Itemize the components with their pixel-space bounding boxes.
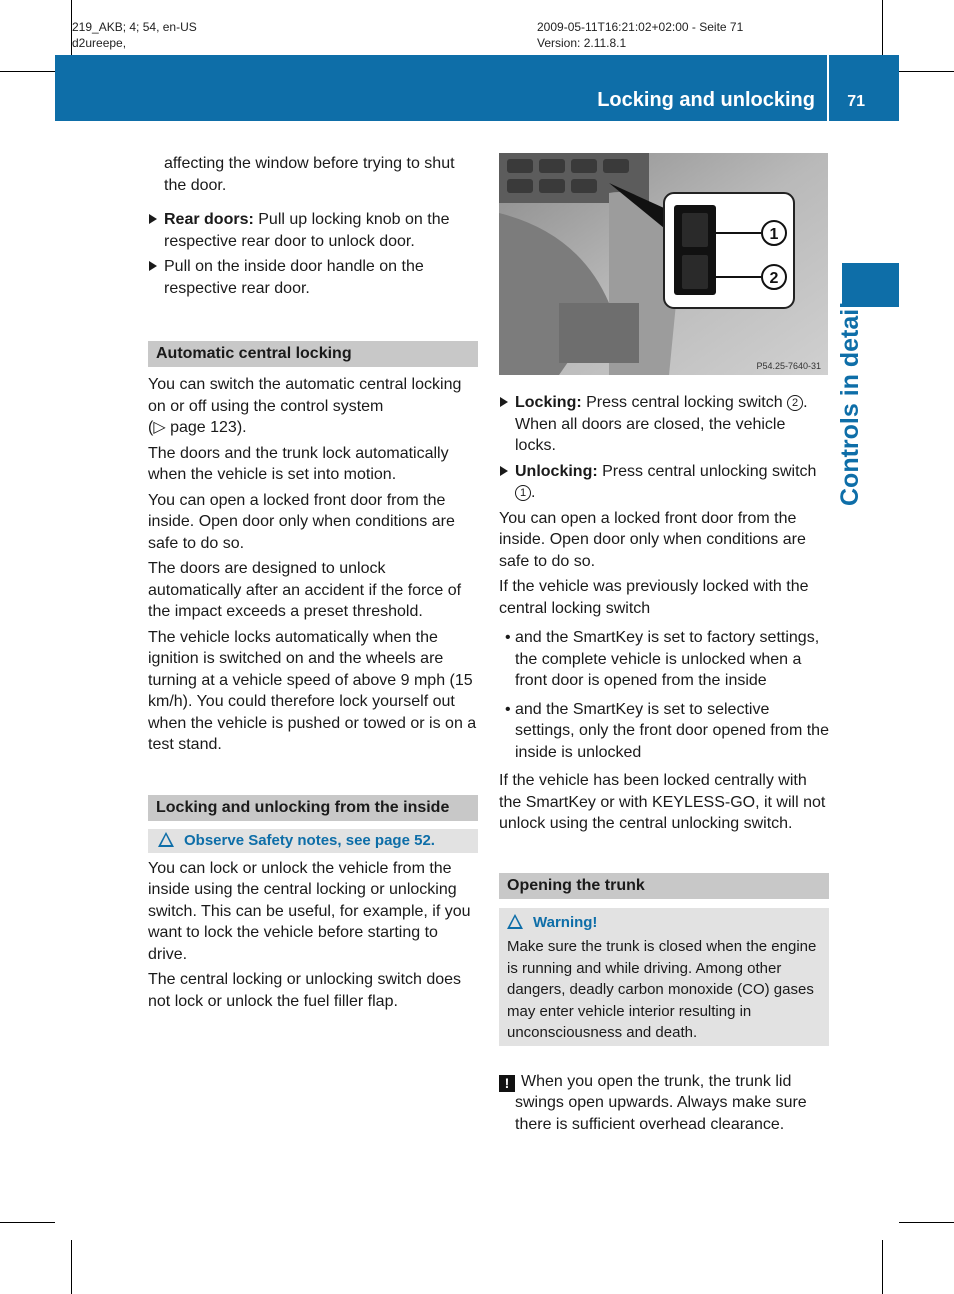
list-item-text: and the SmartKey is set to selective settings, only the front door opened from the inside is unlocked — [515, 700, 829, 761]
paragraph-text: You can switch the automatic central locking on or off using the control system — [148, 376, 462, 415]
crop-mark — [0, 71, 55, 72]
section-title: Locking and unlocking — [597, 89, 815, 111]
paragraph: affecting the window before trying to shut the door. — [164, 155, 455, 194]
callout-number: 1 — [515, 485, 531, 501]
step-text: . — [531, 484, 536, 501]
arrow-icon — [500, 466, 508, 476]
arrow-icon — [149, 214, 157, 224]
crop-mark — [71, 1240, 72, 1294]
meta-line: 2009-05-11T16:21:02+02:00 - Seite 71 — [537, 20, 744, 34]
step-label: Unlocking: — [515, 462, 598, 480]
paragraph: The central locking or unlocking switch does not lock or unlock the fuel filler flap. — [148, 971, 462, 1010]
left-column — [148, 153, 478, 1016]
crop-mark — [899, 71, 954, 72]
warning-title — [507, 912, 821, 934]
paragraph: If the vehicle was previously locked with the central locking switch — [499, 578, 809, 617]
warning-triangle-icon — [158, 832, 174, 847]
safety-note-text: Observe Safety notes, see page 52. — [184, 831, 435, 849]
page-reference: (▷ page 123). — [148, 419, 247, 436]
print-meta-left — [72, 19, 197, 51]
step-text: Press central unlocking switch — [597, 462, 817, 480]
callout-2: 2 — [769, 270, 779, 287]
meta-line: 219_AKB; 4; 54, en-US — [72, 20, 197, 34]
step-label: Rear doors: — [164, 211, 254, 228]
paragraph: You can lock or unlock the vehicle from the inside using the central locking or unlocking switch. This can be useful, for example, if you want to lock the vehicle before starting to drive. — [148, 859, 471, 963]
print-meta-right — [537, 19, 743, 51]
instruction-step — [148, 256, 478, 299]
step-text: Pull up locking knob on the respective rear door to unlock door. — [164, 211, 450, 250]
paragraph: If the vehicle has been locked centrally with the SmartKey or with KEYLESS-GO, it will not unlock using the central unlocking switch. — [499, 772, 826, 832]
chapter-label-text: Controls in detail — [836, 301, 864, 506]
instruction-step — [499, 461, 829, 504]
crop-mark — [899, 1222, 954, 1223]
callout-number: 2 — [787, 395, 803, 411]
photo-illustration — [499, 153, 828, 375]
warning-text: Make sure the trunk is closed when the engine is running and while driving. Among other dangers, deadly carbon monoxide (CO) gases may enter vehicle interior resulting in unconsciousness and death. — [507, 938, 817, 1041]
warning-title-text: Warning! — [533, 913, 598, 931]
header-divider — [827, 55, 829, 121]
chapter-tab — [842, 263, 899, 307]
list-item — [499, 699, 829, 764]
list-item — [499, 627, 829, 692]
crop-mark — [882, 1240, 883, 1294]
right-column — [499, 392, 829, 1135]
paragraph: The doors and the trunk lock automatically when the vehicle is set into motion. — [148, 444, 449, 483]
warning-box — [499, 908, 829, 1046]
bullet-dot: • — [505, 629, 511, 646]
step-text: . When all doors are closed, the vehicle locks. — [515, 394, 808, 454]
step-text: Pull on the inside door handle on the respective rear door. — [164, 258, 424, 297]
list-item-text: and the SmartKey is set to factory settings, the complete vehicle is unlocked when a front door is opened from the inside — [515, 629, 820, 689]
paragraph: The vehicle locks automatically when the ignition is switched on and the wheels are turning at a vehicle speed of above 9 mph (15 km/h). You could therefore lock yourself out when the vehicle is pushed or towed or is on a test stand. — [148, 628, 477, 753]
header-bar — [55, 55, 899, 121]
note — [499, 1071, 829, 1136]
instruction-step — [148, 209, 478, 252]
instruction-step — [499, 392, 829, 457]
bullet-dot: • — [505, 700, 511, 718]
crop-mark — [882, 0, 883, 55]
step-label: Locking: — [515, 394, 582, 411]
exclamation-icon: ! — [499, 1075, 515, 1092]
page-number: 71 — [847, 93, 865, 110]
arrow-icon — [149, 261, 157, 271]
callout-1: 1 — [769, 226, 779, 243]
paragraph: You can open a locked front door from the inside. Open door only when conditions are safe to do so. — [148, 491, 455, 552]
meta-line: d2ureepe, — [72, 36, 127, 50]
note-text: When you open the trunk, the trunk lid swings open upwards. Always make sure there is sufficient overhead clearance. — [515, 1072, 807, 1133]
paragraph: The doors are designed to unlock automatically after an accident if the force of the impact exceeds a preset threshold. — [148, 560, 462, 620]
section-heading: Locking and unlocking from the inside — [148, 795, 478, 821]
photo-code: P54.25-7640-31 — [756, 361, 821, 371]
paragraph: You can open a locked front door from the inside. Open door only when conditions are safe to do so. — [499, 509, 806, 570]
central-locking-switch-photo — [499, 153, 828, 375]
section-heading: Automatic central locking — [148, 341, 478, 367]
paragraph — [148, 374, 478, 439]
crop-mark — [0, 1222, 55, 1223]
step-text: Press central locking switch — [581, 394, 788, 411]
meta-line: Version: 2.11.8.1 — [537, 36, 627, 50]
warning-triangle-icon — [507, 914, 523, 929]
arrow-icon — [500, 397, 508, 407]
section-heading: Opening the trunk — [499, 873, 829, 899]
safety-note — [148, 829, 478, 853]
